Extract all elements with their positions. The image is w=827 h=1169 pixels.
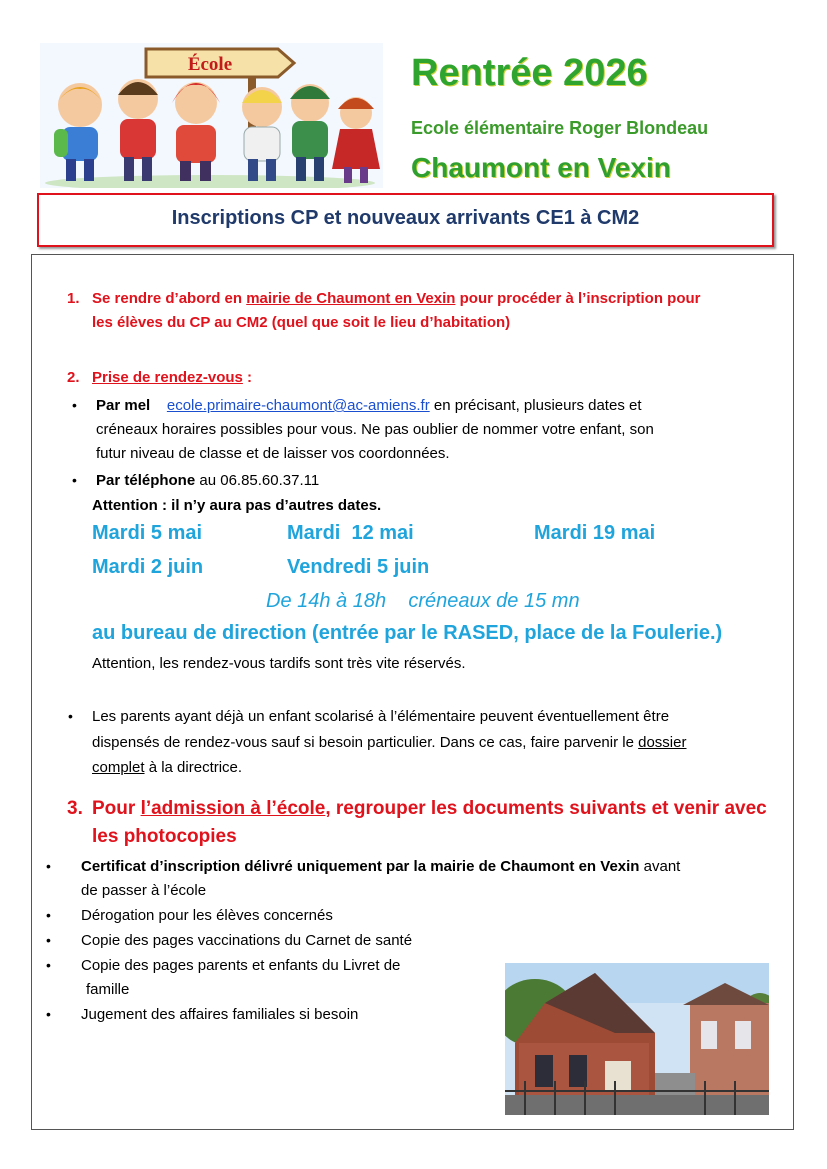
bullet-mel: •: [72, 397, 77, 413]
step1-line1: [92, 287, 784, 310]
doc-item-4-line2: famille: [86, 981, 130, 998]
date-2: Mardi 12 mai: [287, 522, 414, 544]
mel-label: Par mel: [96, 397, 151, 414]
doc-item-4: Copie des pages parents et enfants du Livret de: [81, 957, 401, 974]
parents-complet: complet: [92, 759, 145, 776]
tel-line: [96, 469, 319, 492]
bullet-doc-3: •: [46, 932, 51, 948]
bullet-tel: •: [72, 472, 77, 488]
mel-line1: [96, 394, 784, 417]
step1-text-a: Se rendre d’abord en: [92, 290, 247, 307]
appointment-location: au bureau de direction (entrée par le RASED, place de la Foulerie.): [92, 622, 723, 644]
bullet-doc-4: •: [46, 957, 51, 973]
step2-title: [92, 366, 252, 389]
doc-item-1-line2: de passer à l’école: [81, 882, 207, 899]
slot-length: créneaux de 15 mn: [408, 590, 580, 612]
bullet-doc-1: •: [46, 858, 51, 874]
step2-title-text: Prise de rendez-vous: [92, 369, 243, 386]
parents-line3: [92, 756, 242, 779]
mel-line3: futur niveau de classe et de laisser vos coordonnées.: [96, 445, 450, 462]
late-warning: Attention, les rendez-vous tardifs sont très vite réservés.: [92, 655, 466, 672]
attention-dates: Attention : il n’y aura pas d’autres dates.: [92, 497, 382, 514]
date-5: Vendredi 5 juin: [287, 556, 430, 578]
page-title: Rentrée 2026: [411, 52, 648, 94]
doc-item-2: Dérogation pour les élèves concernés: [81, 907, 333, 924]
step3-line1: [92, 798, 767, 820]
doc-item-1-bold: Certificat d’inscription délivré uniquement par la mairie de Chaumont en Vexin: [81, 858, 640, 875]
step2-title-colon: :: [242, 369, 253, 386]
parents-line2: [92, 731, 686, 754]
step2-number: 2.: [67, 369, 80, 386]
step3-number: 3.: [67, 798, 83, 819]
bullet-parents: •: [68, 708, 73, 724]
step1-number: 1.: [67, 290, 80, 307]
time-slots: [266, 590, 580, 613]
bullet-doc-2: •: [46, 907, 51, 923]
doc-item-5: Jugement des affaires familiales si besoin: [81, 1006, 359, 1023]
step1-mairie-link: mairie de Chaumont en Vexin: [246, 290, 456, 307]
date-1: Mardi 5 mai: [92, 522, 203, 544]
school-building-photo: [505, 963, 769, 1115]
hours: De 14h à 18h: [266, 590, 387, 612]
school-children-illustration: [40, 43, 383, 188]
date-3: Mardi 19 mai: [534, 522, 656, 544]
mel-text-1: en précisant, plusieurs dates et: [429, 397, 642, 414]
step3-text-a: Pour: [92, 798, 141, 819]
mel-email-link[interactable]: ecole.primaire-chaumont@ac-amiens.fr: [166, 397, 430, 414]
step3-text-b: , regrouper les documents suivants et venir avec: [325, 798, 767, 819]
school-name: Ecole élémentaire Roger Blondeau: [411, 118, 709, 138]
bullet-doc-5: •: [46, 1006, 51, 1022]
step3-admission: l’admission à l’école: [140, 798, 326, 819]
doc-item-1: [81, 855, 680, 878]
step1-line2: les élèves du CP au CM2 (quel que soit le lieu d’habitation): [92, 314, 511, 331]
doc-item-1-rest: avant: [639, 858, 681, 875]
tel-label: Par téléphone: [96, 472, 196, 489]
parents-dossier: dossier: [638, 734, 687, 751]
tel-text: au 06.85.60.37.11: [195, 472, 320, 489]
parents-text-3b: à la directrice.: [144, 759, 243, 776]
mel-line2: créneaux horaires possibles pour vous. Ne pas oublier de nommer votre enfant, son: [96, 421, 654, 438]
parents-line1: Les parents ayant déjà un enfant scolarisé à l’élémentaire peuvent éventuellement être: [92, 708, 670, 725]
registration-title-box: [37, 193, 774, 247]
registration-title: Inscriptions CP et nouveaux arrivants CE1 à CM2: [171, 207, 640, 229]
city-name: Chaumont en Vexin: [411, 152, 671, 183]
date-4: Mardi 2 juin: [92, 556, 204, 578]
step3-line2: les photocopies: [92, 826, 237, 847]
parents-text-2a: dispensés de rendez-vous sauf si besoin particulier. Dans ce cas, faire parvenir le: [92, 734, 639, 751]
sign-text: École: [187, 54, 233, 75]
doc-item-3: Copie des pages vaccinations du Carnet de santé: [81, 932, 413, 949]
step1-text-b: pour procéder à l’inscription pour: [455, 290, 701, 307]
